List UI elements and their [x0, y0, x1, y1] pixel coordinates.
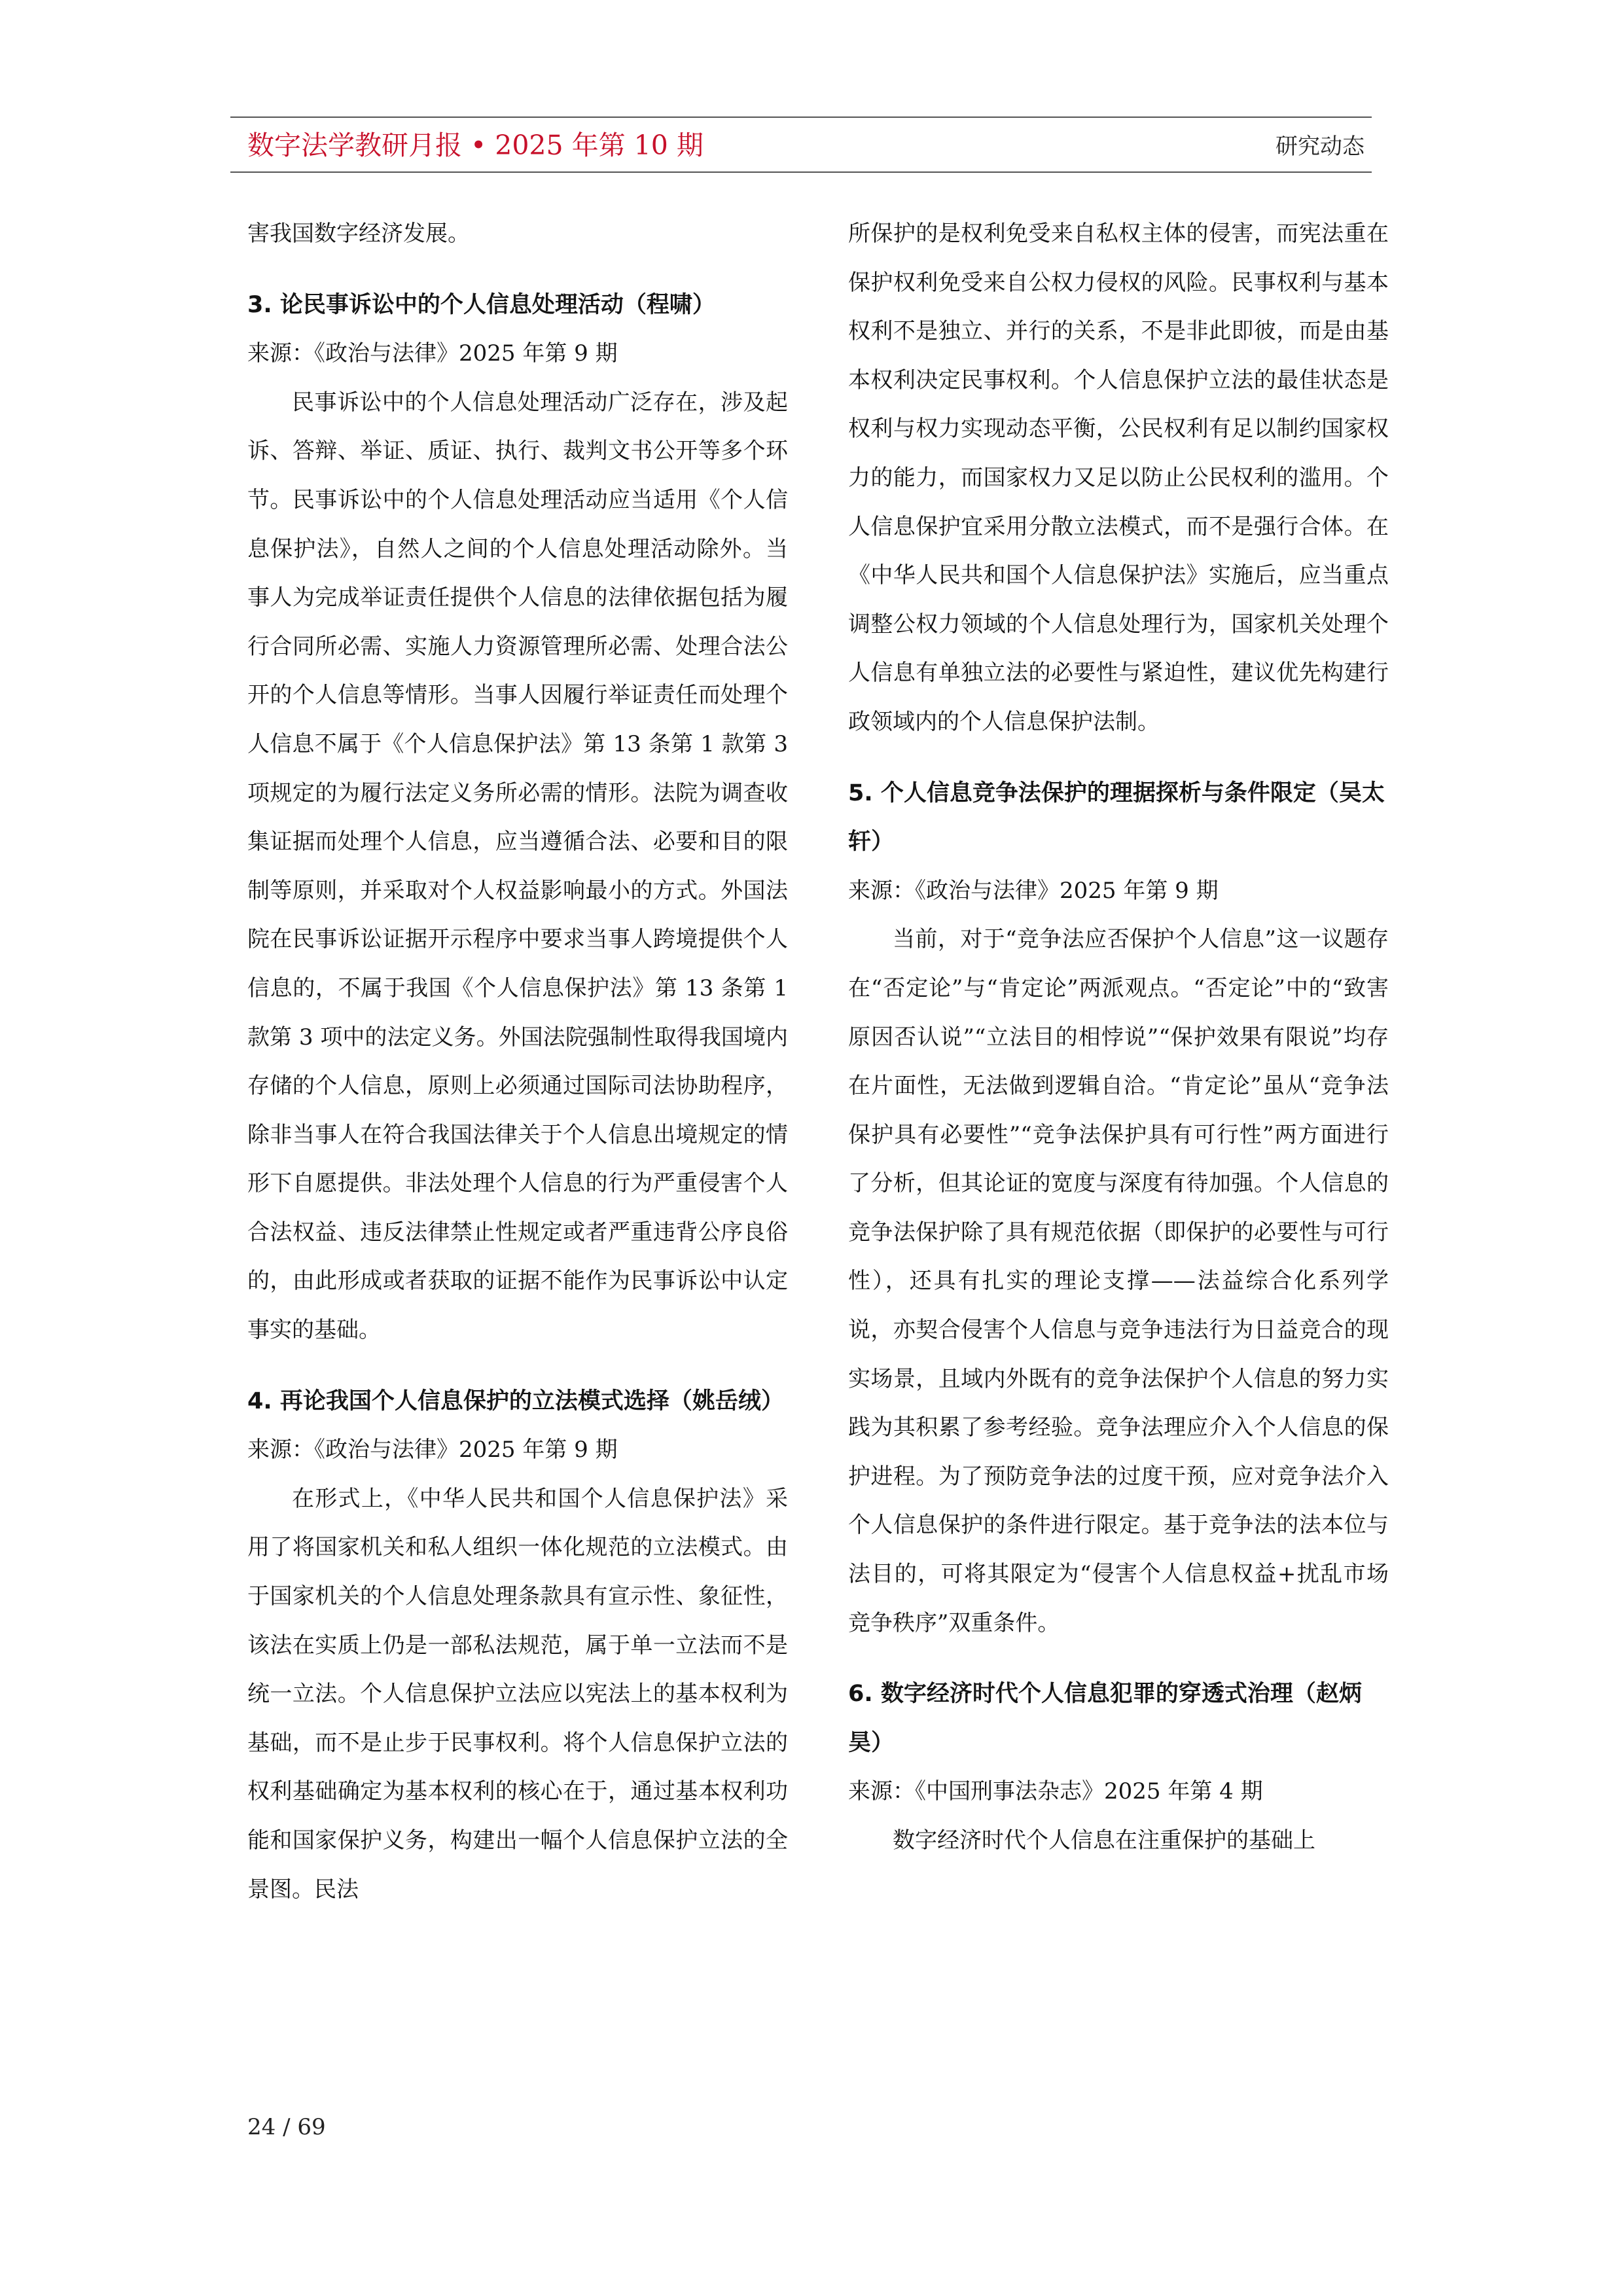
article-5-title: 5. 个人信息竞争法保护的理据探析与条件限定（吴太轩） [848, 780, 1385, 855]
article-5-body: 当前，对于“竞争法应否保护个人信息”这一议题存在“否定论”与“肯定论”两派观点。“否定论”中的“致害原因否认说”“立法目的相悖说”“保护效果有限说”均存在片面性，无法做到逻辑自洽。“肯定论”虽从“竞争法保护具有必要性”“竞争法保护具有可行性”两方面进行了分析，但其论证的宽度与深度有待加强。个人信息的竞争法保护除了具有规范依据（即保护的必要性与可行性），还具有扎实的理论支撑——法益综合化系列学说，亦契合侵害个人信息与竞争违法行为日益竞合的现实场景，且域内外既有的竞争法保护个人信息的努力实践为其积累了参考经验。竞争法理应介入个人信息的保护进程。为了预防竞争法的过度干预，应对竞争法介入个人信息保护的条件进行限定。基于竞争法的法本位与法目的，可将其限定为“侵害个人信息权益+扰乱市场竞争秩序”双重条件。 [848, 926, 1389, 1636]
header-top-rule [230, 117, 1372, 118]
article-3-body: 民事诉讼中的个人信息处理活动广泛存在，涉及起诉、答辩、举证、质证、执行、裁判文书公开等多个环节。民事诉讼中的个人信息处理活动应当适用《个人信息保护法》，自然人之间的个人信息处理活动除外。当事人为完成举证责任提供个人信息的法律依据包括为履行合同所必需、实施人力资源管理所必需、处理合法公开的个人信息等情形。当事人因履行举证责任而处理个人信息不属于《个人信息保护法》第 13 条第 1 款第 3 项规定的为履行法定义务所必需的情形。法院为调查收集证据而处理个人信息，应当遵循合法、必要和目的限制等原则，并采取对个人权益影响最小的方式。外国法院在民事诉讼证据开示程序中要求当事人跨境提供个人信息的，不属于我国《个人信息保护法》第 13 条第 1 款第 3 项中的法定义务。外国法院强制性取得我国境内存储的个人信息，原则上必须通过国际司法协助程序，除非当事人在符合我国法律关于个人信息出境规定的情形下自愿提供。非法处理个人信息的行为严重侵害个人合法权益、违反法律禁止性规定或者严重违背公序良俗的，由此形成或者获取的证据不能作为民事诉讼中认定事实的基础。 [247, 389, 788, 1344]
article-4-title: 4. 再论我国个人信息保护的立法模式选择（姚岳绒） [247, 1388, 784, 1414]
article-6-title: 6. 数字经济时代个人信息犯罪的穿透式治理（赵炳昊） [848, 1681, 1362, 1756]
article-5-source: 来源：《政治与法律》2025 年第 9 期 [848, 877, 1219, 904]
page-number: 24 / 69 [247, 2114, 326, 2140]
article-3-title: 3. 论民事诉讼中的个人信息处理活动（程啸） [247, 291, 715, 318]
article-6-body: 数字经济时代个人信息在注重保护的基础上 [893, 1827, 1315, 1854]
header-bottom-rule [230, 171, 1372, 173]
article-3-source: 来源：《政治与法律》2025 年第 9 期 [247, 340, 618, 367]
section-label: 研究动态 [1275, 134, 1364, 160]
right-column [848, 209, 1389, 1865]
left-column [247, 209, 788, 1914]
continuation-text: 害我国数字经济发展。 [247, 221, 470, 247]
article-4-body: 在形式上，《中华人民共和国个人信息保护法》采用了将国家机关和私人组织一体化规范的立法模式。由于国家机关的个人信息处理条款具有宣示性、象征性，该法在实质上仍是一部私法规范，属于单一立法而不是统一立法。个人信息保护立法应以宪法上的基本权利为基础，而不是止步于民事权利。将个人信息保护立法的权利基础确定为基本权利的核心在于，通过基本权利功能和国家保护义务，构建出一幅个人信息保护立法的全景图。民法 [247, 1485, 788, 1903]
continuation-text: 所保护的是权利免受来自私权主体的侵害，而宪法重在保护权利免受来自公权力侵权的风险。民事权利与基本权利不是独立、并行的关系，不是非此即彼，而是由基本权利决定民事权利。个人信息保护立法的最佳状态是权利与权力实现动态平衡，公民权利有足以制约国家权力的能力，而国家权力又足以防止公民权利的滥用。个人信息保护宜采用分散立法模式，而不是强行合体。在《中华人民共和国个人信息保护法》实施后，应当重点调整公权力领域的个人信息处理行为，国家机关处理个人信息有单独立法的必要性与紧迫性，建议优先构建行政领域内的个人信息保护法制。 [848, 221, 1389, 735]
journal-title: 数字法学教研月报 • 2025 年第 10 期 [247, 130, 704, 161]
article-6-source: 来源：《中国刑事法杂志》2025 年第 4 期 [848, 1778, 1263, 1805]
article-4-source: 来源：《政治与法律》2025 年第 9 期 [247, 1437, 618, 1463]
